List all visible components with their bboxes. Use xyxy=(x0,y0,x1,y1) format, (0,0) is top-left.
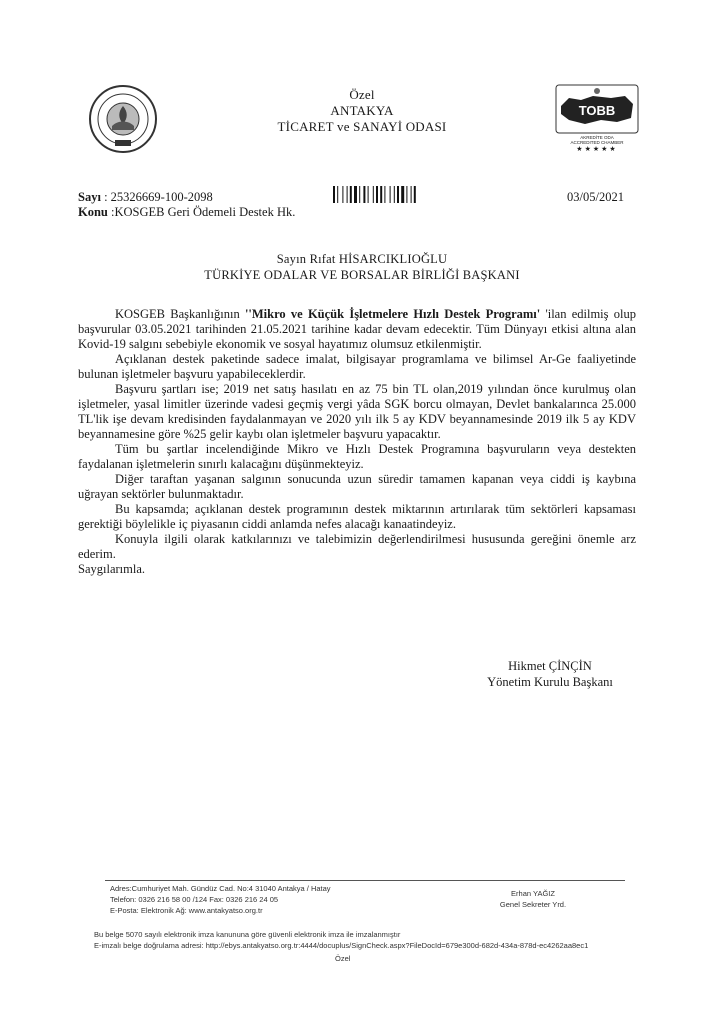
konu-row xyxy=(78,205,295,220)
recipient-name: Sayın Rıfat HİSARCIKLIOĞLU xyxy=(276,252,448,266)
closing: Saygılarımla. xyxy=(78,562,145,576)
footer-phone: Telefon: 0326 216 58 00 /124 Fax: 0326 216 24 05 xyxy=(110,895,279,904)
footer-divider xyxy=(105,880,625,881)
paragraph-3: Başvuru şartları ise; 2019 net satış hasılatı en az 75 bin TL olan,2019 yılından önce kurulmuş olan işletmeler, yasal limitler üzerinde vadesi geçmiş vergi yâda SGK borcu olmayan, Devlet bankalarınca 25.000 TL'lik işe devam kredisinden faydalanmayan ve 2020 yılı ilk 5 ay KDV beyannamesinde 2019 ilk 5 ay KDV beyannamesine göre %25 gelir kaybı olan işletmeler başvuru yapacaktır. xyxy=(78,382,636,441)
barcode-bar xyxy=(394,186,395,203)
paragraph-1 xyxy=(78,307,636,352)
tobb-caption-1: AKREDİTE ODA xyxy=(580,135,614,140)
barcode-bar xyxy=(342,186,343,203)
document-date: 03/05/2021 xyxy=(567,190,624,204)
paragraph-1-rest: 'ilan edilmiş olup başvurular 03.05.2021 tarihinden 21.05.2021 tarihine kadar devam edecektir. Tüm Dünyayı etkisi altına alan Kovid-19 salgını sebebiyle ekonomik ve sosyal hayatımız olumsuz etkilenmiştir. xyxy=(78,307,636,351)
barcode-bar xyxy=(390,186,391,203)
paragraph-1-lead: KOSGEB Başkanlığının xyxy=(115,307,245,321)
barcode-bar xyxy=(368,186,369,203)
footer-contact-name: Erhan YAĞIZ xyxy=(511,889,555,898)
recipient-title: TÜRKİYE ODALAR VE BORSALAR BİRLİĞİ BAŞKANI xyxy=(204,268,520,282)
barcode-bar xyxy=(414,186,416,203)
header-line-ozel: Özel xyxy=(349,87,375,102)
sayi-value: : 25326669-100-2098 xyxy=(104,190,213,204)
paragraph-4: Tüm bu şartlar incelendiğinde Mikro ve Hızlı Destek Programına başvuruların veya destekten faydalanan işletmelerin sınırlı kalacağını düşünmekteyiz. xyxy=(78,442,636,471)
barcode-bar xyxy=(337,186,338,203)
tobb-accreditation-badge xyxy=(555,84,639,156)
program-name: ''Mikro ve Küçük İşletmelere Hızlı Destek Programı' xyxy=(244,307,541,321)
barcode-bar xyxy=(411,186,412,203)
footer-esign-block xyxy=(94,929,624,951)
barcode-bar xyxy=(350,186,352,203)
barcode-bar xyxy=(376,186,378,203)
footer-address-block xyxy=(110,883,331,916)
sayi-label: Sayı xyxy=(78,190,101,204)
paragraph-6: Bu kapsamda; açıklanan destek programının destek miktarının artırılarak tüm sektörleri kapsaması gerektiği böylelikle iç piyasanın ciddi anlamda nefes alacağı kanaatindeyiz. xyxy=(78,502,636,531)
barcode-bar xyxy=(397,186,399,203)
konu-label: Konu xyxy=(78,205,108,219)
footer-address: Adres:Cumhuriyet Mah. Gündüz Cad. No:4 31040 Antakya / Hatay xyxy=(110,884,331,893)
paragraph-5: Diğer taraftan yaşanan salgının sonucunda uzun süredir tamamen kapanan veya ciddi iş kaybına uğrayan sektörler bulunmaktadır. xyxy=(78,472,636,501)
barcode-image xyxy=(333,186,437,203)
sayi-row xyxy=(78,190,213,205)
esign-verify-url: E-imzalı belge doğrulama adresi: http://ebys.antakyatso.org.tr:4444/docuplus/SignCheck.aspx?FileDocId=679e300d-682d-434a-878d-ec4262aa8ec1 xyxy=(94,941,589,950)
esign-notice: Bu belge 5070 sayılı elektronik imza kanununa göre güvenli elektronik imza ile imzalanmıştır xyxy=(94,930,401,939)
barcode-bar xyxy=(384,186,385,203)
paragraph-2: Açıklanan destek paketinde sadece imalat, bilgisayar programlama ve bilimsel Ar-Ge faaliyetinde bulunan işletmeler başvuru yapabileceklerdir. xyxy=(78,352,636,381)
header-line-city: ANTAKYA xyxy=(330,103,394,118)
konu-value: :KOSGEB Geri Ödemeli Destek Hk. xyxy=(111,205,296,219)
bottom-stamp: Özel xyxy=(335,954,351,963)
barcode-bar xyxy=(354,186,357,203)
paragraph-7: Konuyla ilgili olarak katkılarınızı ve talebimizin değerlendirilmesi hususunda gereğini önemle arz ederim. xyxy=(78,532,636,561)
barcode-bar xyxy=(401,186,404,203)
header-line-chamber: TİCARET ve SANAYİ ODASI xyxy=(277,119,447,134)
barcode-bar xyxy=(373,186,374,203)
footer-email: E-Posta: Elektronik Ağ: www.antakyatso.org.tr xyxy=(110,906,263,915)
svg-text:TOBB: TOBB xyxy=(578,103,616,118)
footer-contact-block xyxy=(478,888,588,910)
barcode-bar xyxy=(406,186,407,203)
barcode-bar xyxy=(359,186,360,203)
tobb-stars: ★★★★★ xyxy=(576,145,618,153)
signatory-name: Hikmet ÇİNÇİN xyxy=(508,659,592,673)
tobb-caption-2: ACCREDITED CHAMBER xyxy=(570,140,624,145)
barcode-bar xyxy=(347,186,348,203)
barcode-bar xyxy=(380,186,382,203)
letter-body xyxy=(78,307,636,577)
barcode-bar xyxy=(333,186,335,203)
barcode-bar xyxy=(363,186,365,203)
signatory-title: Yönetim Kurulu Başkanı xyxy=(487,675,613,689)
footer-contact-title: Genel Sekreter Yrd. xyxy=(499,900,567,909)
